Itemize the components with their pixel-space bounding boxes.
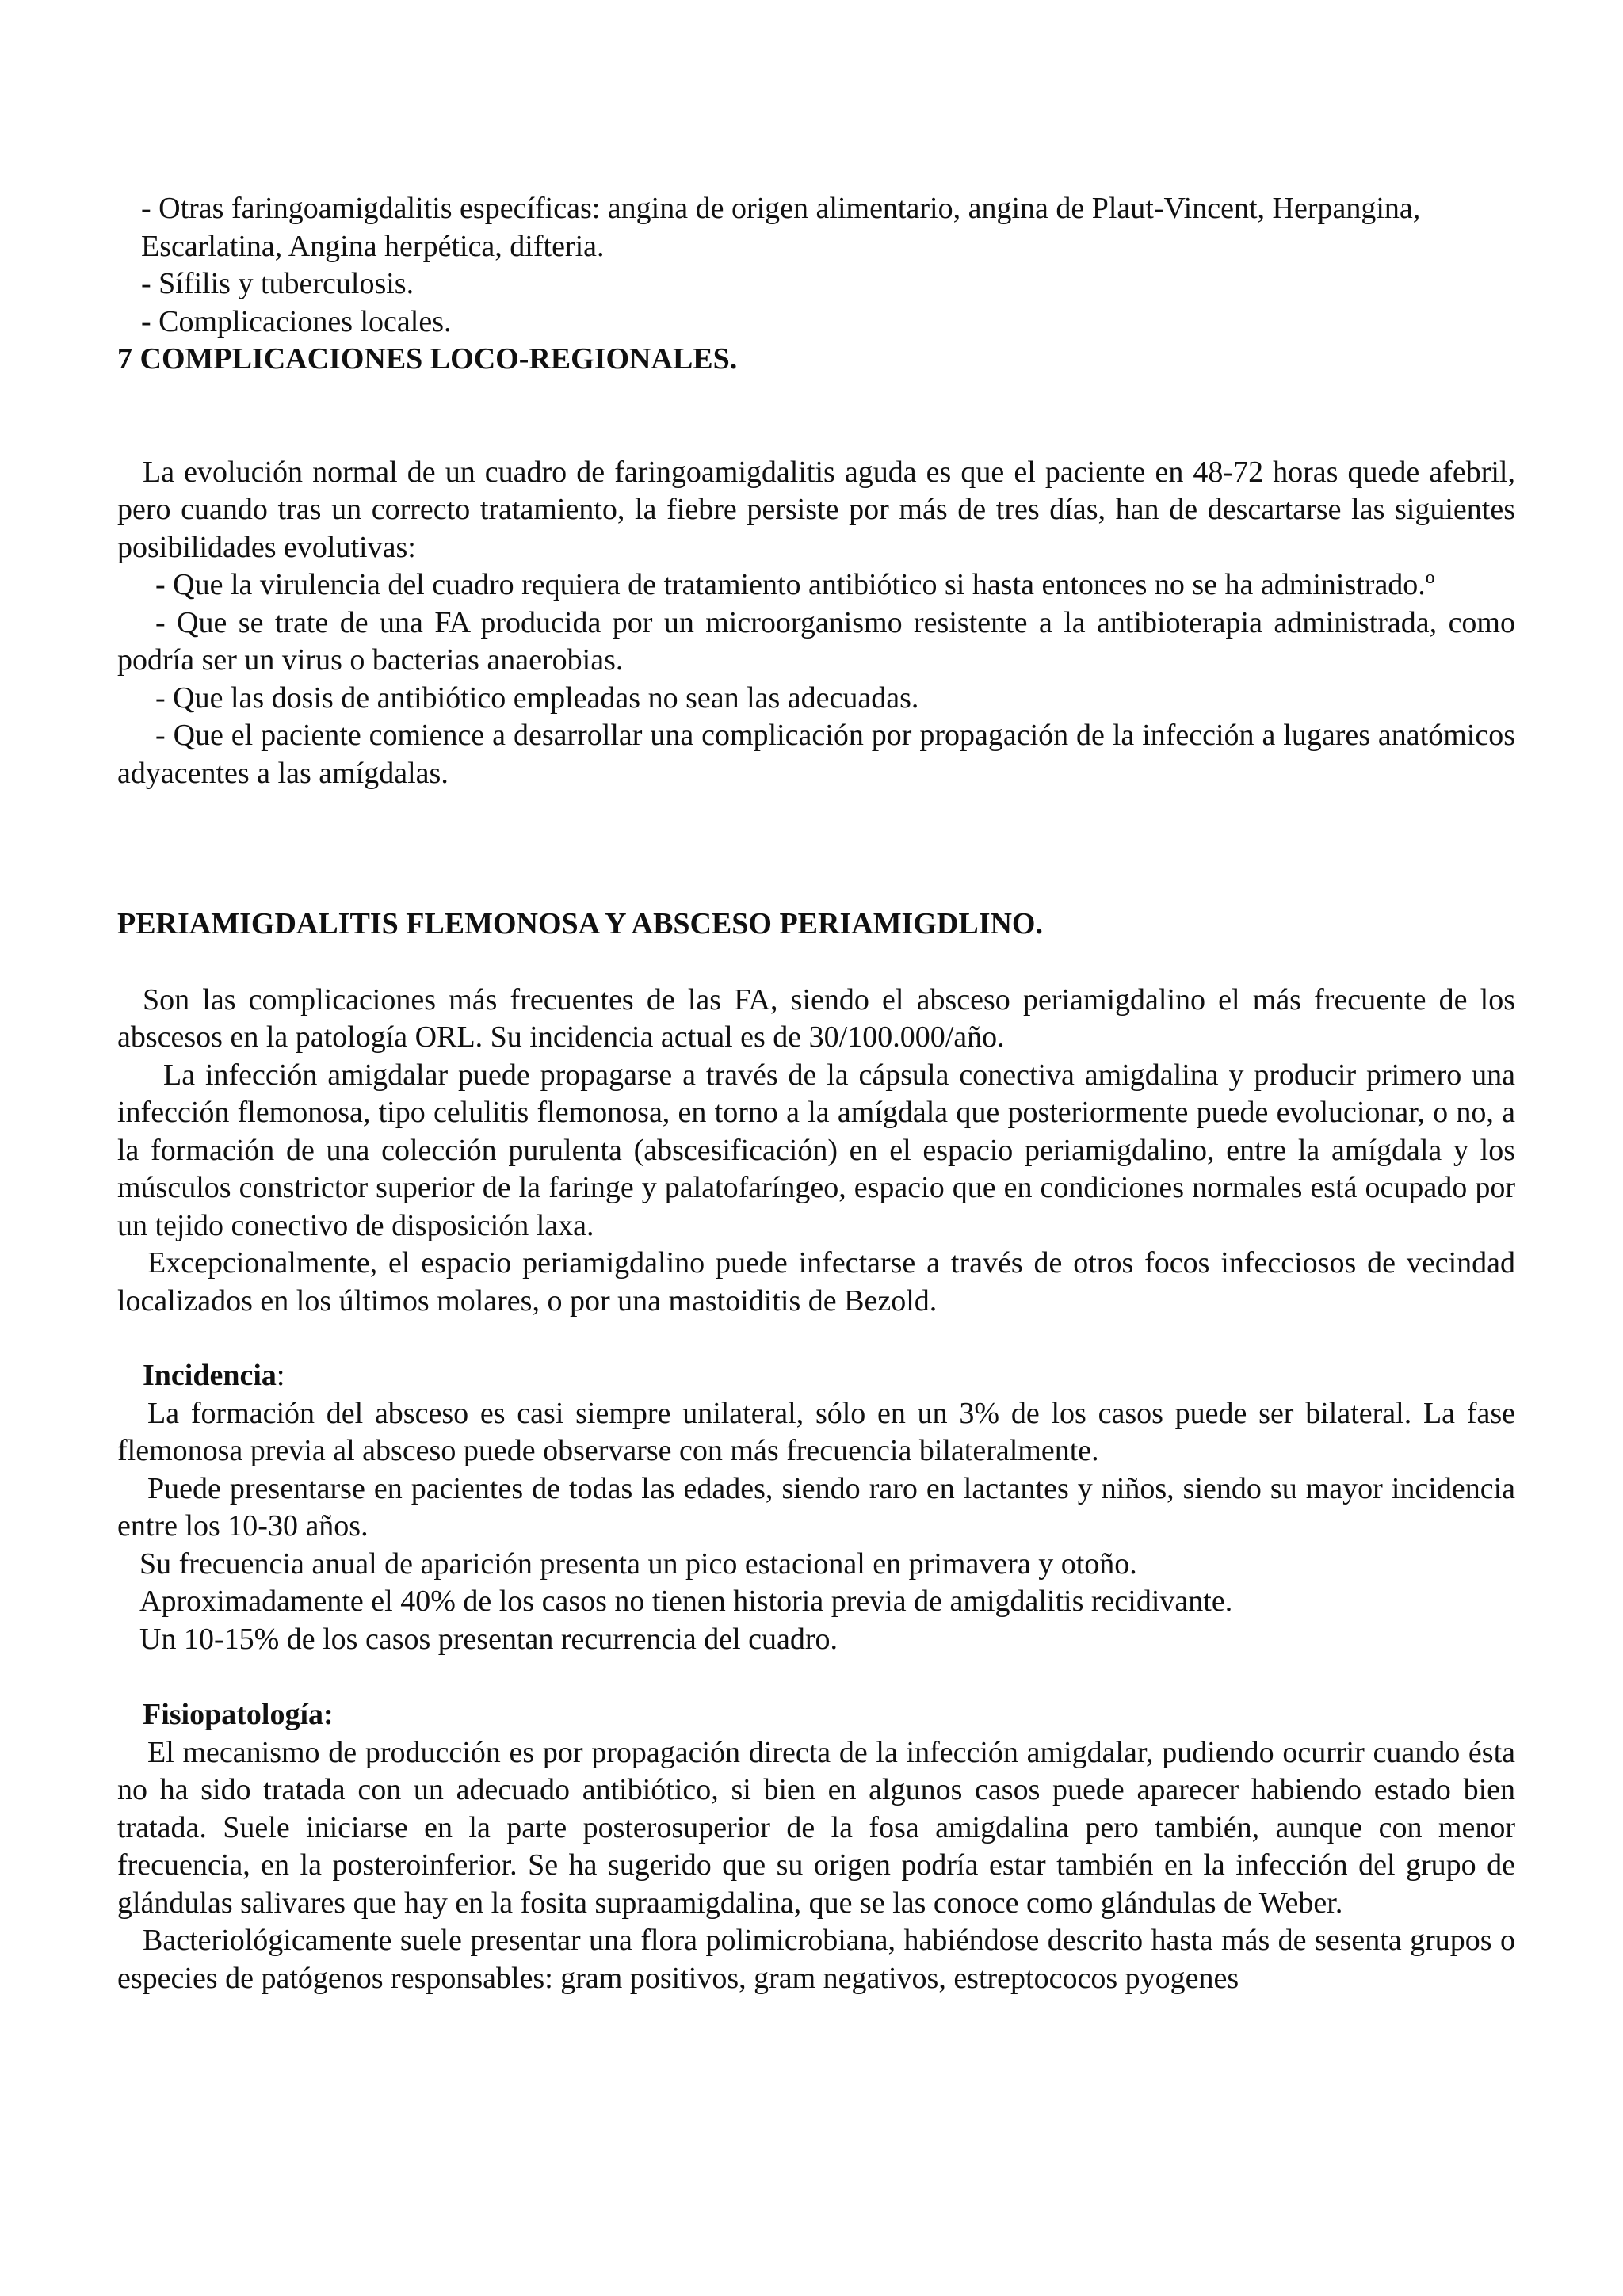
- subsection-title: Incidencia: [143, 1359, 277, 1392]
- list-item: - Que la virulencia del cuadro requiera de tratamiento antibiótico si hasta entonces no se ha administrado.º: [155, 568, 1435, 601]
- paragraph: El mecanismo de producción es por propagación directa de la infección amigdalar, pudiendo ocurrir cuando ésta no ha sido tratada con un adecuado antibiótico, si bien en algunos casos puede aparecer habiendo estado bien tratada. Suele iniciarse en la parte posterosuperior de la fosa amigdalina pero también, aunque con menor frecuencia, en la posteroinferior. Se ha sugerido que su origen podría estar también en la infección del grupo de glándulas salivares que hay en la fosita supraamigdalina, que se las conoce como glándulas de Weber.: [117, 1735, 1515, 1920]
- subsection-heading: [117, 1357, 1515, 1395]
- paragraph: La evolución normal de un cuadro de faringoamigdalitis aguda es que el paciente en 48-72 horas quede afebril, pero cuando tras un correcto tratamiento, la fiebre persiste por más de tres días, han de descartarse las siguientes posibilidades evolutivas:: [117, 455, 1515, 564]
- list-item: - Otras faringoamigdalitis específicas: angina de origen alimentario, angina de Plaut-Vincent, Herpangina, Escarlatina, Angina herpética, difteria.: [141, 192, 1421, 263]
- paragraph: La infección amigdalar puede propagarse a través de la cápsula conectiva amigdalina y producir primero una infección flemonosa, tipo celulitis flemonosa, en torno a la amígdala que posteriormente puede evolucionar, o no, a la formación de una colección purulenta (abscesificación) en el espacio periamigdalino, entre la amígdala y los músculos constrictor superior de la faringe y palatofaríngeo, espacio que en condiciones normales está ocupado por un tejido conectivo de disposición laxa.: [117, 1058, 1515, 1242]
- paragraph: Su frecuencia anual de aparición presenta un pico estacional en primavera y otoño.: [139, 1547, 1137, 1581]
- list-item: - Sífilis y tuberculosis.: [141, 267, 414, 300]
- paragraph: Excepcionalmente, el espacio periamigdalino puede infectarse a través de otros focos infecciosos de vecindad localizados en los últimos molares, o por una mastoiditis de Bezold.: [117, 1246, 1515, 1318]
- section-heading: PERIAMIGDALITIS FLEMONOSA Y ABSCESO PERIAMIGDLINO.: [117, 907, 1043, 940]
- section-heading: 7 COMPLICACIONES LOCO-REGIONALES.: [117, 342, 738, 376]
- paragraph: Un 10-15% de los casos presentan recurrencia del cuadro.: [139, 1622, 838, 1656]
- list-item: - Que las dosis de antibiótico empleadas no sean las adecuadas.: [155, 681, 919, 715]
- paragraph: La formación del absceso es casi siempre unilateral, sólo en un 3% de los casos puede ser bilateral. La fase flemonosa previa al absceso puede observarse con más frecuencia bilateralmente.: [117, 1396, 1515, 1467]
- list-item: - Que se trate de una FA producida por un microorganismo resistente a la antibioterapia administrada, como podría ser un virus o bacterias anaerobias.: [117, 605, 1515, 677]
- paragraph: Puede presentarse en pacientes de todas las edades, siendo raro en lactantes y niños, siendo su mayor incidencia entre los 10-30 años.: [117, 1471, 1515, 1543]
- document-page: [117, 190, 1515, 1997]
- paragraph: Aproximadamente el 40% de los casos no tienen historia previa de amigdalitis recidivante.: [139, 1585, 1233, 1618]
- paragraph: Son las complicaciones más frecuentes de las FA, siendo el absceso periamigdalino el más frecuente de los abscesos en la patología ORL. Su incidencia actual es de 30/100.000/año.: [117, 982, 1515, 1054]
- paragraph: Bacteriológicamente suele presentar una flora polimicrobiana, habiéndose descrito hasta más de sesenta grupos o especies de patógenos responsables: gram positivos, gram negativos, estreptococos pyogenes: [117, 1924, 1515, 1995]
- list-item: - Complicaciones locales.: [141, 304, 452, 338]
- list-item: - Que el paciente comience a desarrollar una complicación por propagación de la infección a lugares anatómicos adyacentes a las amígdalas.: [117, 719, 1515, 790]
- heading-colon: :: [276, 1359, 285, 1392]
- subsection-heading: Fisiopatología:: [143, 1698, 334, 1731]
